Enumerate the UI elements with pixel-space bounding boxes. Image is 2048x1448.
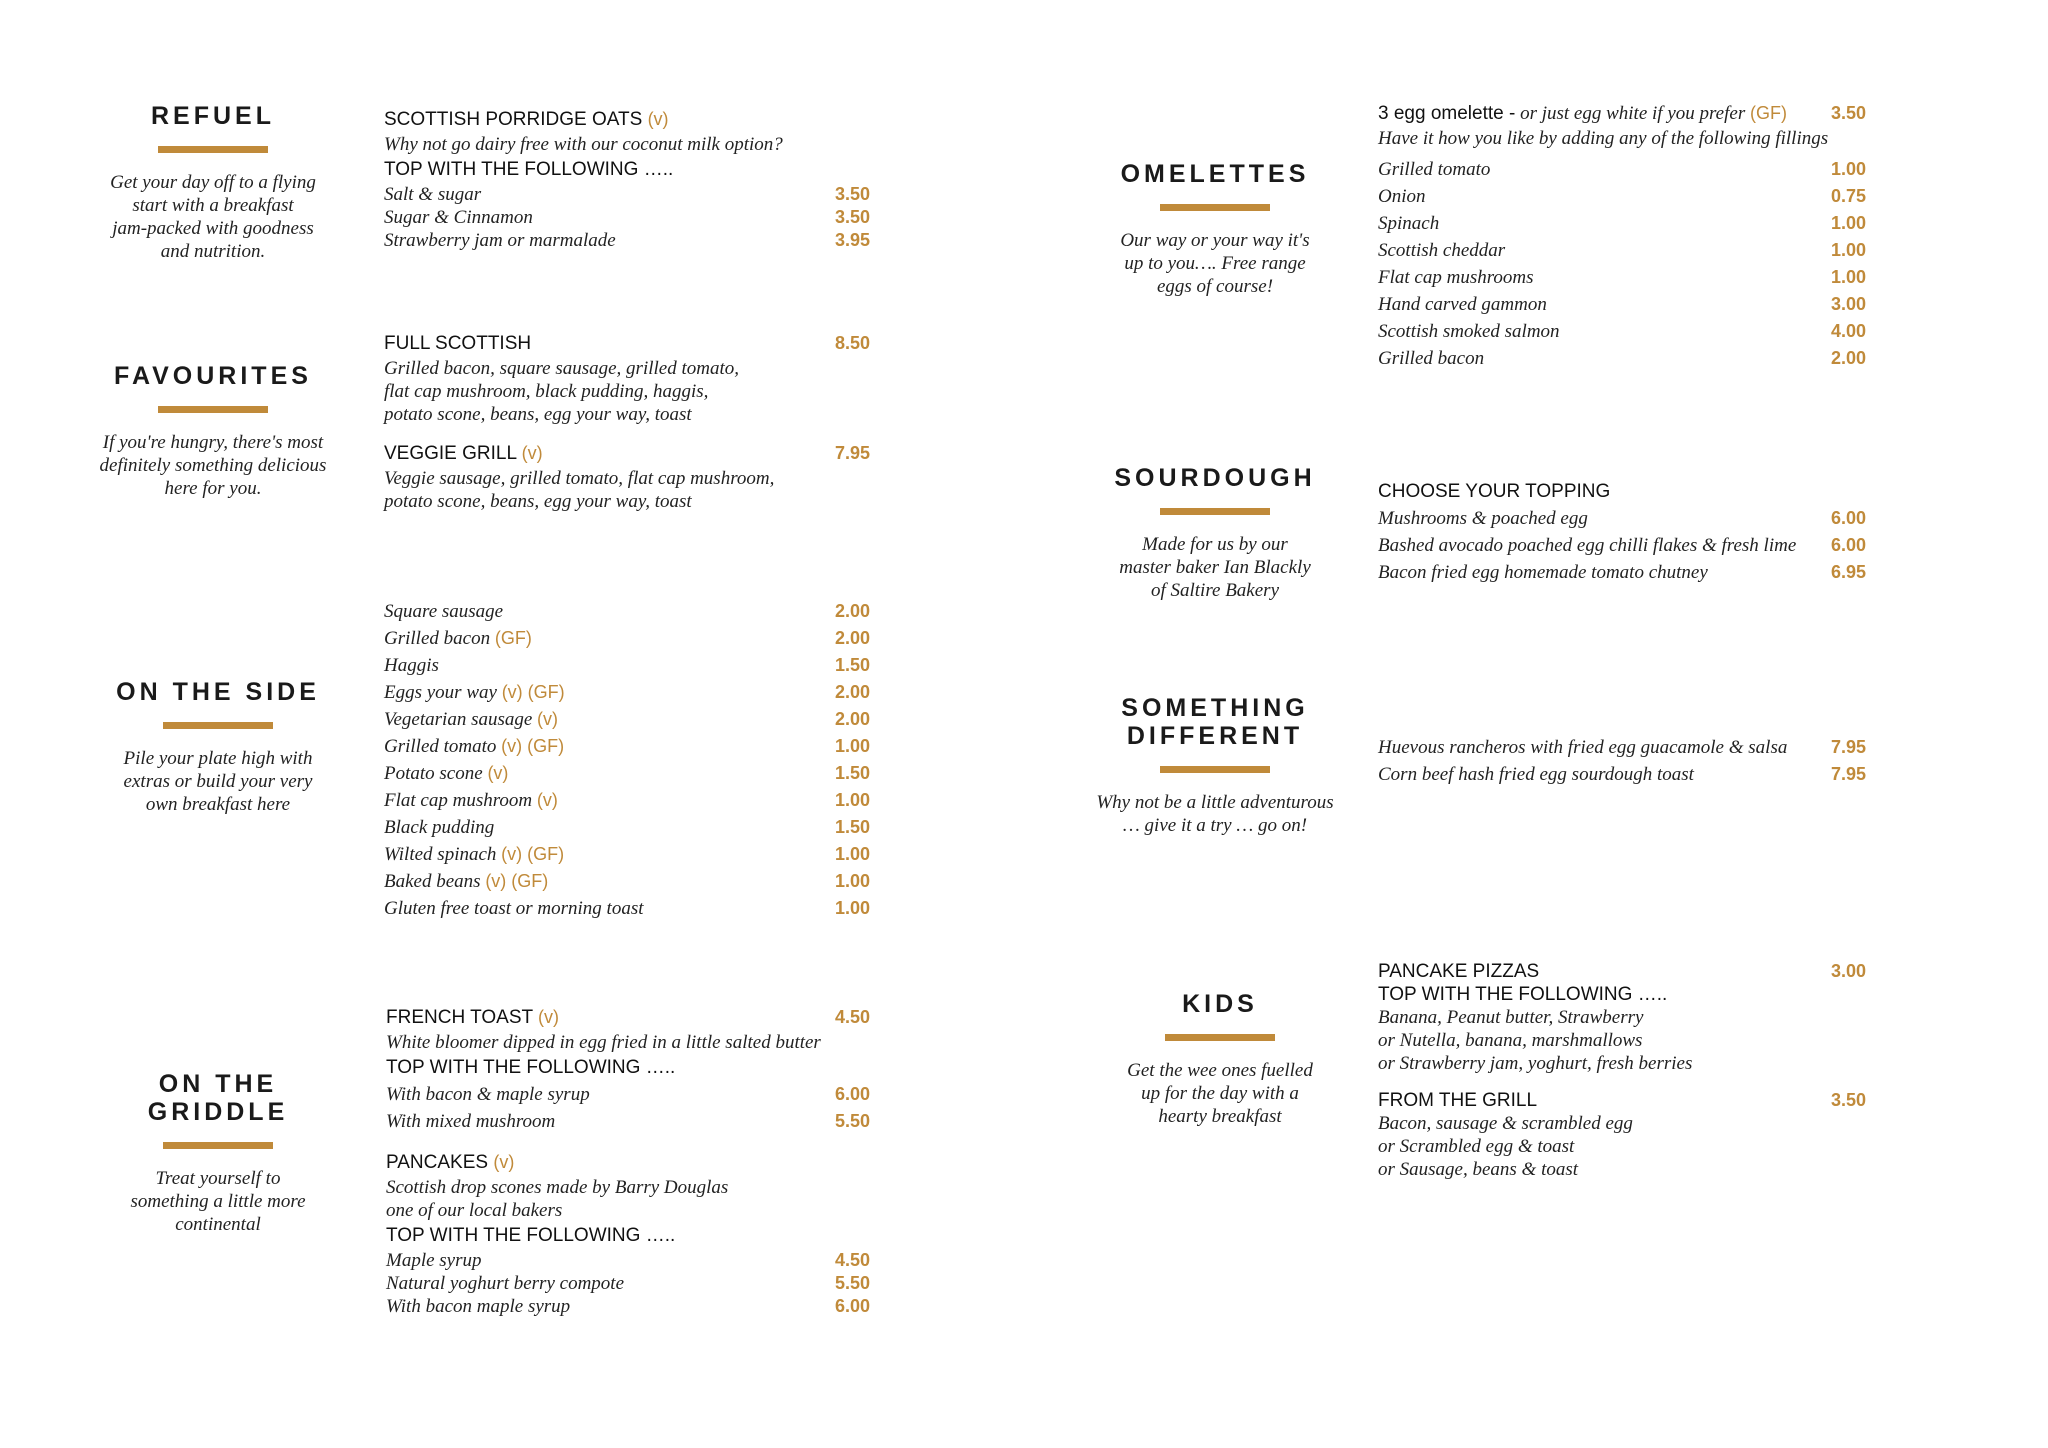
list-item [1378,345,1866,372]
item-name-text: Gluten free toast or morning toast [384,898,644,919]
item-name-text: Haggis [384,655,439,676]
item-name-text: Grilled bacon [384,628,491,649]
item-name [1378,559,1708,586]
section-description: Our way or your way it's up to you…. Free range eggs of course! [1120,230,1310,297]
item-description: Scottish drop scones made by Barry Douglas one of our local bakers [386,1177,729,1221]
item-description: Bacon, sausage & scrambled egg or Scrambled egg & toast or Sausage, beans & toast [1378,1113,1633,1180]
item-name [1378,264,1534,291]
item-price: 2.00 [834,601,870,621]
topping-list [386,1081,870,1135]
item-name [386,1108,555,1135]
menu-item-french-toast [386,1004,870,1031]
section-description: Pile your plate high with extras or build your very own breakfast here [123,748,313,815]
list-item [1378,532,1866,559]
item-price: 1.50 [834,655,870,675]
item-price: 1.00 [1830,240,1866,260]
item-price: 4.00 [1830,321,1866,341]
list-item [384,625,870,652]
item-price: 6.95 [1830,562,1866,582]
refuel-items [384,106,870,252]
list-item [1378,761,1866,788]
list-item [1378,264,1866,291]
item-name [1378,156,1490,183]
section-title: ON THE SIDE [116,678,320,706]
item-heading [384,106,870,133]
section-description: Why not be a little adventurous … give it a try … go on! [1096,792,1334,836]
item-name-text: Flat cap mushroom [384,790,533,811]
section-on-the-side [93,678,343,816]
list-item [384,814,870,841]
section-omelettes [1085,160,1345,298]
accent-divider [163,1142,273,1149]
item-heading [386,1004,559,1031]
section-sourdough [1085,464,1345,602]
section-title: KIDS [1182,990,1258,1018]
item-name-text: Scottish cheddar [1378,240,1506,261]
item-name [1378,532,1796,559]
section-title: OMELETTES [1120,160,1310,188]
dietary-tag: (v) [538,1007,560,1027]
item-heading: PANCAKE PIZZAS [1378,961,1540,982]
list-item [384,787,870,814]
item-name-text: Natural yoghurt berry compote [386,1273,625,1294]
item-name [1378,318,1560,345]
section-title: SOMETHING DIFFERENT [1121,694,1309,750]
item-name [386,1249,482,1272]
topping-heading: TOP WITH THE FOLLOWING ….. [386,1225,676,1246]
item-name [1378,505,1588,532]
item-price: 1.00 [1830,267,1866,287]
item-heading [384,440,543,467]
item-price: 1.00 [1830,213,1866,233]
item-price: 2.00 [834,628,870,648]
accent-divider [1160,204,1270,211]
item-price: 1.00 [834,790,870,810]
dietary-tag: (v) (GF) [501,682,565,702]
topping-heading: TOP WITH THE FOLLOWING ….. [1378,984,1668,1005]
item-name-text: With bacon maple syrup [386,1296,571,1317]
item-name [384,183,481,206]
list-item [1378,210,1866,237]
accent-divider [158,406,268,413]
accent-divider [1160,766,1270,773]
item-price: 7.95 [1830,737,1866,757]
item-price: 6.00 [834,1296,870,1316]
item-price: 4.50 [834,1250,870,1270]
menu-item-from-the-grill [1378,1089,1866,1112]
item-price: 1.00 [834,898,870,918]
list-item [384,706,870,733]
item-price: 1.00 [834,736,870,756]
item-description: Veggie sausage, grilled tomato, flat cap mushroom, potato scone, beans, egg your way, toast [384,468,775,512]
item-name [1378,734,1787,761]
dietary-tag: (v) [487,763,509,783]
item-name-text: Square sausage [384,601,504,622]
list-item [1378,156,1866,183]
list-item [1378,291,1866,318]
topping-list [386,1249,870,1318]
item-description: Banana, Peanut butter, Strawberry or Nutella, banana, marshmallows or Strawberry jam, yoghurt, fresh berries [1378,1007,1693,1074]
list-item [1378,559,1866,586]
kids-items [1378,960,1866,1181]
item-name [1378,237,1505,264]
favourites-items [384,330,870,513]
different-items [1378,734,1866,788]
item-price: 1.50 [834,763,870,783]
accent-divider [1165,1034,1275,1041]
item-name-text: Salt & sugar [384,184,482,205]
item-heading-text: SCOTTISH PORRIDGE OATS [384,109,643,130]
section-description: Treat yourself to something a little more continental [130,1168,306,1235]
item-price: 1.00 [1830,159,1866,179]
section-refuel [88,102,338,263]
item-name-text: Hand carved gammon [1378,294,1547,315]
item-price: 3.95 [834,230,870,250]
item-name [1378,291,1547,318]
section-title: FAVOURITES [114,362,312,390]
item-name-text: Sugar & Cinnamon [384,207,533,228]
list-item [386,1272,870,1295]
item-name-text: Flat cap mushrooms [1378,267,1534,288]
list-item [386,1295,870,1318]
dietary-tag: (v) (GF) [501,844,565,864]
list-item [1378,734,1866,761]
item-price: 4.50 [834,1007,870,1027]
item-price: 1.00 [834,844,870,864]
item-heading-text: FRENCH TOAST [386,1007,533,1028]
accent-divider [1160,508,1270,515]
item-name [384,625,532,652]
item-price: 5.50 [834,1111,870,1131]
item-price: 6.00 [834,1084,870,1104]
item-name [1378,210,1439,237]
item-name [1378,345,1484,372]
topping-list [1378,505,1866,586]
menu-item-veggie-grill [384,440,870,467]
item-price: 3.00 [1830,294,1866,314]
item-price: 5.50 [834,1273,870,1293]
item-name [384,206,533,229]
item-price: 3.50 [834,184,870,204]
item-price: 2.00 [834,682,870,702]
item-name [384,841,564,868]
item-heading-text: PANCAKES [386,1152,489,1173]
item-heading-text: 3 egg omelette - [1378,103,1516,124]
item-price: 0.75 [1830,186,1866,206]
item-price: 7.95 [834,443,870,463]
accent-divider [158,146,268,153]
topping-heading: TOP WITH THE FOLLOWING ….. [386,1057,676,1078]
item-name-text: Bacon fried egg homemade tomato chutney [1378,562,1708,583]
dietary-tag: (GF) [1749,103,1787,123]
item-heading-note: or just egg white if you prefer [1520,103,1746,124]
item-name-text: Eggs your way [384,682,497,703]
item-name [384,895,644,922]
list-item [1378,318,1866,345]
menu-item-pancake-pizzas [1378,960,1866,983]
omelette-items [1378,100,1866,372]
item-name [384,760,508,787]
topping-list [384,183,870,252]
item-name-text: Strawberry jam or marmalade [384,230,616,251]
list-item [384,229,870,252]
item-name-text: Potato scone [384,763,483,784]
menu-item-full-scottish [384,330,870,357]
list-item [384,206,870,229]
item-price: 3.50 [1830,1090,1866,1110]
list-item [1378,505,1866,532]
item-name-text: Bashed avocado poached egg chilli flakes & fresh lime [1378,535,1797,556]
list-item [384,679,870,706]
item-heading: FULL SCOTTISH [384,333,532,354]
item-name [1378,183,1426,210]
dietary-tag: (v) [537,709,559,729]
item-price: 3.50 [834,207,870,227]
item-price: 1.50 [834,817,870,837]
side-list [384,598,870,922]
list-item [384,868,870,895]
accent-divider [163,722,273,729]
item-heading [1378,100,1787,127]
side-items [384,598,870,922]
item-name-text: Huevous rancheros with fried egg guacamole & salsa [1378,737,1788,758]
dietary-tag: (v) [493,1152,515,1172]
topping-heading: CHOOSE YOUR TOPPING [1378,481,1611,502]
item-name [386,1081,590,1108]
item-name-text: Grilled tomato [384,736,497,757]
list-item [384,183,870,206]
section-description: If you're hungry, there's most definitely something delicious here for you. [99,432,327,499]
item-price: 8.50 [834,333,870,353]
filling-list [1378,156,1866,372]
section-description: Get the wee ones fuelled up for the day with a hearty breakfast [1127,1060,1313,1127]
item-name-text: Vegetarian sausage [384,709,533,730]
item-name-text: Baked beans [384,871,481,892]
item-name-text: Spinach [1378,213,1440,234]
section-kids [1090,990,1350,1128]
menu-item-omelette [1378,100,1866,127]
item-name [384,868,548,895]
list-item [384,733,870,760]
section-on-the-griddle [93,1070,343,1236]
item-price: 6.00 [1830,508,1866,528]
item-description: Grilled bacon, square sausage, grilled tomato, flat cap mushroom, black pudding, haggis, potato scone, beans, egg your way, toast [384,358,739,425]
item-name [384,814,494,841]
section-title: SOURDOUGH [1114,464,1316,492]
item-name-text: Corn beef hash fried egg sourdough toast [1378,764,1694,785]
section-description: Get your day off to a flying start with a breakfast jam-packed with goodness and nutrition. [110,172,316,262]
dietary-tag: (v) (GF) [501,736,565,756]
item-name [384,733,564,760]
list-item [386,1108,870,1135]
item-price: 2.00 [834,709,870,729]
list-item [384,841,870,868]
dietary-tag: (v) (GF) [485,871,549,891]
item-name-text: Wilted spinach [384,844,497,865]
list-item [384,760,870,787]
section-title: ON THE GRIDDLE [147,1070,289,1126]
item-heading: FROM THE GRILL [1378,1090,1538,1111]
item-name-text: Maple syrup [386,1250,482,1271]
list-item [386,1249,870,1272]
item-name [384,598,503,625]
section-something-different [1065,694,1365,837]
item-name [384,679,565,706]
item-name-text: Grilled tomato [1378,159,1491,180]
item-name-text: Grilled bacon [1378,348,1485,369]
section-favourites [88,362,338,500]
topping-heading: TOP WITH THE FOLLOWING ….. [384,159,674,180]
sourdough-items [1378,478,1866,586]
item-name-text: With mixed mushroom [386,1111,556,1132]
item-price: 2.00 [1830,348,1866,368]
item-price: 1.00 [834,871,870,891]
item-price: 6.00 [1830,535,1866,555]
item-heading [386,1149,870,1176]
item-name [386,1272,624,1295]
griddle-items [386,1004,870,1318]
dietary-tag: (v) [647,109,669,129]
item-price: 7.95 [1830,764,1866,784]
list-item [384,895,870,922]
section-description: Made for us by our master baker Ian Blackly of Saltire Bakery [1119,534,1311,601]
list-item [384,598,870,625]
item-name [1378,761,1694,788]
item-list [1378,734,1866,788]
item-price: 3.50 [1830,103,1866,123]
item-name [386,1295,570,1318]
item-name [384,652,439,679]
dietary-tag: (v) [521,443,543,463]
list-item [1378,237,1866,264]
item-description: Have it how you like by adding any of the following fillings [1378,128,1829,149]
item-name-text: Mushrooms & poached egg [1378,508,1588,529]
list-item [386,1081,870,1108]
list-item [1378,183,1866,210]
item-name [384,229,616,252]
item-name-text: Black pudding [384,817,495,838]
item-name-text: Scottish smoked salmon [1378,321,1560,342]
item-name-text: With bacon & maple syrup [386,1084,590,1105]
list-item [384,652,870,679]
item-name-text: Onion [1378,186,1426,207]
dietary-tag: (v) [536,790,558,810]
item-description: Why not go dairy free with our coconut milk option? [384,134,783,155]
item-description: White bloomer dipped in egg fried in a little salted butter [386,1032,821,1053]
item-name [384,706,558,733]
item-price: 3.00 [1830,961,1866,981]
item-heading-text: VEGGIE GRILL [384,443,517,464]
item-name [384,787,558,814]
dietary-tag: (GF) [494,628,532,648]
section-title: REFUEL [151,102,275,130]
